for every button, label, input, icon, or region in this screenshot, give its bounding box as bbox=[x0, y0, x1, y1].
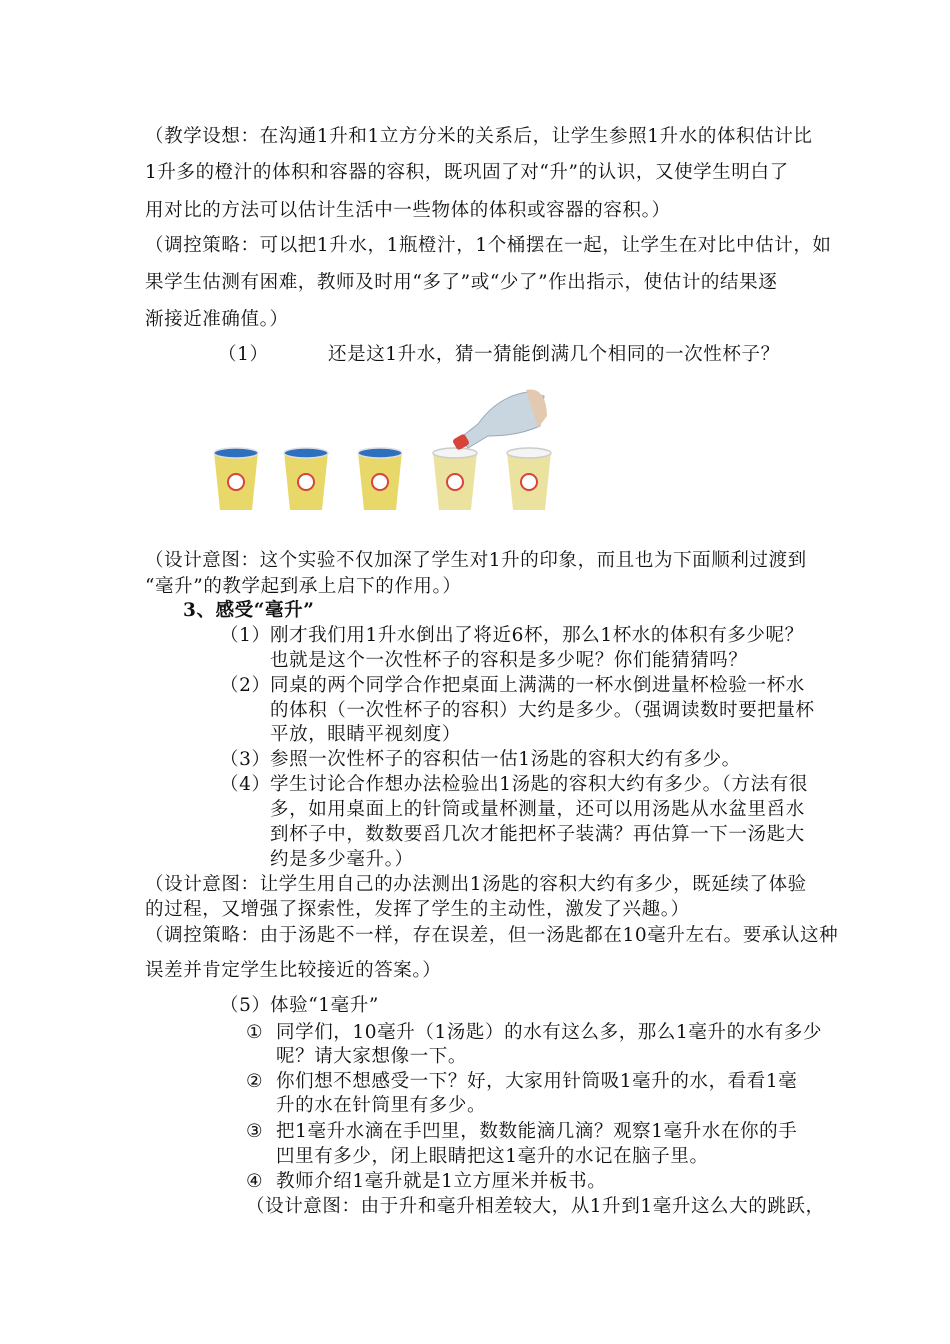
circled-number: ④ bbox=[246, 1171, 264, 1192]
text-line: （调控策略：由于汤匙不一样，存在误差，但一汤匙都在10毫升左右。要承认这种 bbox=[145, 925, 839, 946]
circled-number: ② bbox=[246, 1071, 264, 1092]
item-label: （1） bbox=[220, 625, 271, 646]
cup-image bbox=[282, 446, 330, 512]
text-line: 你们想不想感受一下？好，大家用针筒吸1毫升的水，看看1毫 bbox=[276, 1071, 798, 1092]
text-line: （设计意图：由于升和毫升相差较大，从1升到1毫升这么大的跳跃， bbox=[246, 1196, 825, 1217]
section-heading: 3、感受“毫升” bbox=[183, 600, 315, 621]
text-line: 刚才我们用1升水倒出了将近6杯，那么1杯水的体积有多少呢？ bbox=[270, 625, 804, 646]
text-line: 呢？请大家想像一下。 bbox=[276, 1046, 468, 1067]
item-label: （4） bbox=[220, 774, 271, 795]
text-line: 到杯子中，数数要舀几次才能把杯子装满？再估算一下一汤匙大 bbox=[270, 824, 805, 845]
text-line: 用对比的方法可以估计生活中一些物体的体积或容器的容积。） bbox=[145, 200, 671, 221]
text-line: 误差并肯定学生比较接近的答案。） bbox=[145, 960, 442, 981]
text-line: 把1毫升水滴在手凹里，数数能滴几滴？观察1毫升水在你的手 bbox=[276, 1121, 798, 1142]
text-line: 同桌的两个同学合作把桌面上满满的一杯水倒进量杯检验一杯水 bbox=[270, 675, 805, 696]
text-line: 升的水在针筒里有多少。 bbox=[276, 1095, 487, 1116]
text-line: 凹里有多少，闭上眼睛把这1毫升的水记在脑子里。 bbox=[276, 1146, 709, 1167]
text-line: 渐接近准确值。） bbox=[145, 309, 289, 330]
item-label: （3） bbox=[220, 749, 271, 770]
item-label: （5） bbox=[220, 995, 271, 1016]
cup-image bbox=[212, 446, 260, 512]
text-line: 参照一次性杯子的容积估一估1汤匙的容积大约有多少。 bbox=[270, 749, 741, 770]
text-line: 平放，眼睛平视刻度） bbox=[270, 724, 462, 745]
text-line: （设计意图：让学生用自己的办法测出1汤匙的容积大约有多少，既延续了体验 bbox=[145, 874, 807, 895]
circled-number: ③ bbox=[246, 1121, 264, 1142]
text-line: 同学们，10毫升（1汤匙）的水有这么多，那么1毫升的水有多少 bbox=[276, 1022, 823, 1043]
text-line: “毫升”的教学起到承上启下的作用。） bbox=[145, 576, 462, 597]
text-line: （教学设想：在沟通1升和1立方分米的关系后，让学生参照1升水的体积估计比 bbox=[145, 126, 813, 147]
item-label: （1） bbox=[218, 344, 269, 365]
text-line: 的过程，又增强了探索性，发挥了学生的主动性，激发了兴趣。） bbox=[145, 899, 690, 920]
text-line: 也就是这个一次性杯子的容积是多少呢？你们能猜猜吗？ bbox=[270, 650, 748, 671]
water-bottle-image bbox=[448, 386, 548, 456]
text-line: 多，如用桌面上的针筒或量杯测量，还可以用汤匙从水盆里舀水 bbox=[270, 799, 805, 820]
text-line: 的体积（一次性杯子的容积）大约是多少。（强调读数时要把量杯 bbox=[270, 700, 815, 721]
text-line: 学生讨论合作想办法检验出1汤匙的容积大约有多少。（方法有很 bbox=[270, 774, 808, 795]
item-text: 还是这1升水，猜一猜能倒满几个相同的一次性杯子？ bbox=[328, 344, 780, 365]
text-line: （设计意图：这个实验不仅加深了学生对1升的印象，而且也为下面顺利过渡到 bbox=[145, 550, 807, 571]
cup-image bbox=[356, 446, 404, 512]
item-label: （2） bbox=[220, 675, 271, 696]
text-line: （调控策略：可以把1升水，1瓶橙汁，1个桶摆在一起，让学生在对比中估计，如 bbox=[145, 235, 832, 256]
text-line: 教师介绍1毫升就是1立方厘米并板书。 bbox=[276, 1171, 607, 1192]
text-line: 果学生估测有困难，教师及时用“多了”或“少了”作出指示，使估计的结果逐 bbox=[145, 272, 778, 293]
circled-number: ① bbox=[246, 1022, 264, 1043]
text-line: 约是多少毫升。） bbox=[270, 849, 414, 870]
text-line: 体验“1毫升” bbox=[270, 995, 379, 1016]
text-line: 1升多的橙汁的体积和容器的容积，既巩固了对“升”的认识，又使学生明白了 bbox=[145, 162, 789, 183]
